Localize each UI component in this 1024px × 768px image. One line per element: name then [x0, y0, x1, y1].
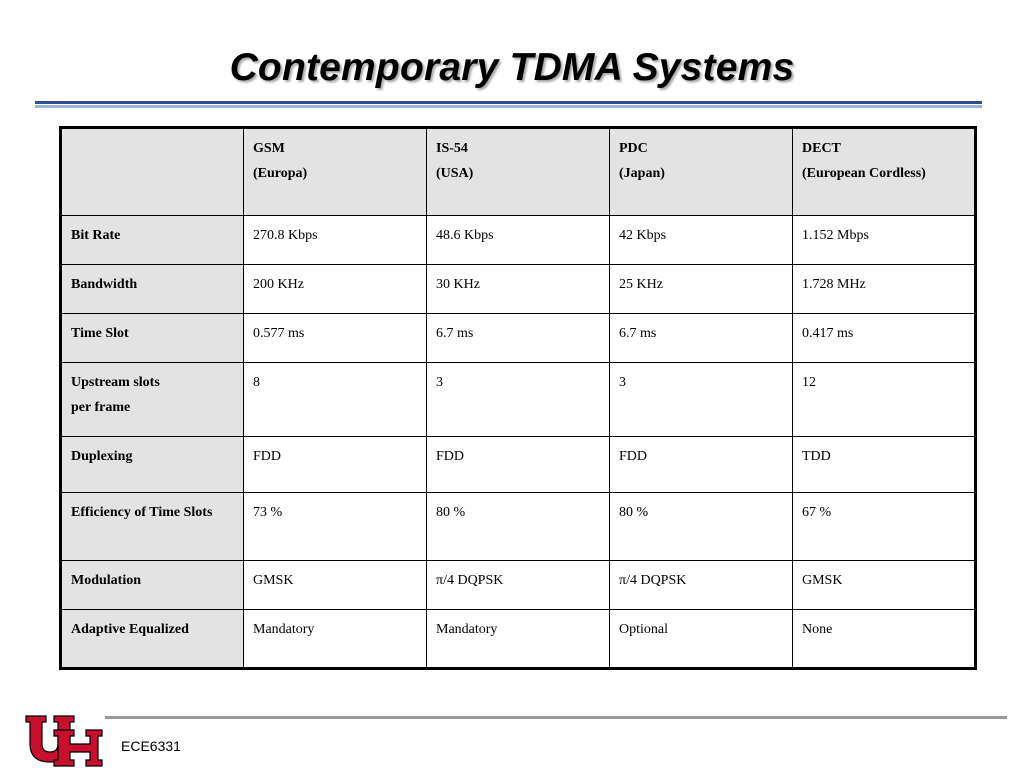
table-cell: 42 Kbps — [610, 216, 793, 265]
column-header-dect — [793, 128, 976, 216]
table-cell: Mandatory — [427, 610, 610, 669]
uh-logo-icon — [24, 712, 104, 768]
column-name: GSM — [253, 141, 285, 156]
column-name: DECT — [802, 141, 841, 156]
table-row — [61, 363, 976, 437]
header-corner-cell — [61, 128, 244, 216]
table-cell: Optional — [610, 610, 793, 669]
row-header-time-slot: Time Slot — [61, 314, 244, 363]
table-row — [61, 216, 976, 265]
table-cell: 48.6 Kbps — [427, 216, 610, 265]
table-cell: 3 — [610, 363, 793, 437]
table-cell: 1.728 MHz — [793, 265, 976, 314]
column-region: (Europa) — [253, 166, 308, 181]
column-header-gsm — [244, 128, 427, 216]
footer-divider — [105, 716, 1007, 719]
table-cell: 30 KHz — [427, 265, 610, 314]
row-header-bit-rate: Bit Rate — [61, 216, 244, 265]
table-cell: π/4 DQPSK — [427, 561, 610, 610]
row-header-line: Upstream slots — [71, 375, 160, 390]
column-region: (European Cordless) — [802, 166, 926, 181]
title-underline-light — [35, 105, 982, 108]
column-region: (USA) — [436, 166, 474, 181]
table-cell: 1.152 Mbps — [793, 216, 976, 265]
table-cell: 0.417 ms — [793, 314, 976, 363]
table-row — [61, 437, 976, 493]
table-row — [61, 610, 976, 669]
table-cell: TDD — [793, 437, 976, 493]
table-cell: 73 % — [244, 493, 427, 561]
row-header-efficiency: Efficiency of Time Slots — [61, 493, 244, 561]
table-cell: 200 KHz — [244, 265, 427, 314]
title-underline-dark — [35, 101, 982, 104]
slide-title: Contemporary TDMA Systems — [229, 46, 795, 89]
table-cell: 6.7 ms — [610, 314, 793, 363]
table-cell: 80 % — [427, 493, 610, 561]
table-cell: FDD — [427, 437, 610, 493]
table-row — [61, 561, 976, 610]
table-cell: π/4 DQPSK — [610, 561, 793, 610]
row-header-line: per frame — [71, 400, 131, 415]
title-underline — [35, 101, 982, 110]
table-cell: 25 KHz — [610, 265, 793, 314]
table-cell: 67 % — [793, 493, 976, 561]
row-header-upstream-slots — [61, 363, 244, 437]
table-cell: None — [793, 610, 976, 669]
tdma-comparison-table — [59, 126, 977, 670]
table-cell: 8 — [244, 363, 427, 437]
table-row — [61, 314, 976, 363]
table-row — [61, 493, 976, 561]
column-name: PDC — [619, 141, 648, 156]
table-cell: FDD — [610, 437, 793, 493]
table-cell: 6.7 ms — [427, 314, 610, 363]
table-cell: GMSK — [244, 561, 427, 610]
table-cell: Mandatory — [244, 610, 427, 669]
table-cell: 3 — [427, 363, 610, 437]
row-header-adaptive-equalized: Adaptive Equalized — [61, 610, 244, 669]
table-cell: 0.577 ms — [244, 314, 427, 363]
row-header-modulation: Modulation — [61, 561, 244, 610]
table-header-row — [61, 128, 976, 216]
table-cell: FDD — [244, 437, 427, 493]
table-cell: 12 — [793, 363, 976, 437]
table-row — [61, 265, 976, 314]
column-region: (Japan) — [619, 166, 665, 181]
column-header-is54 — [427, 128, 610, 216]
row-header-bandwidth: Bandwidth — [61, 265, 244, 314]
table-cell: 80 % — [610, 493, 793, 561]
course-code: ECE6331 — [121, 738, 181, 754]
column-name: IS-54 — [436, 141, 468, 156]
table-cell: 270.8 Kbps — [244, 216, 427, 265]
table-cell: GMSK — [793, 561, 976, 610]
column-header-pdc — [610, 128, 793, 216]
row-header-duplexing: Duplexing — [61, 437, 244, 493]
